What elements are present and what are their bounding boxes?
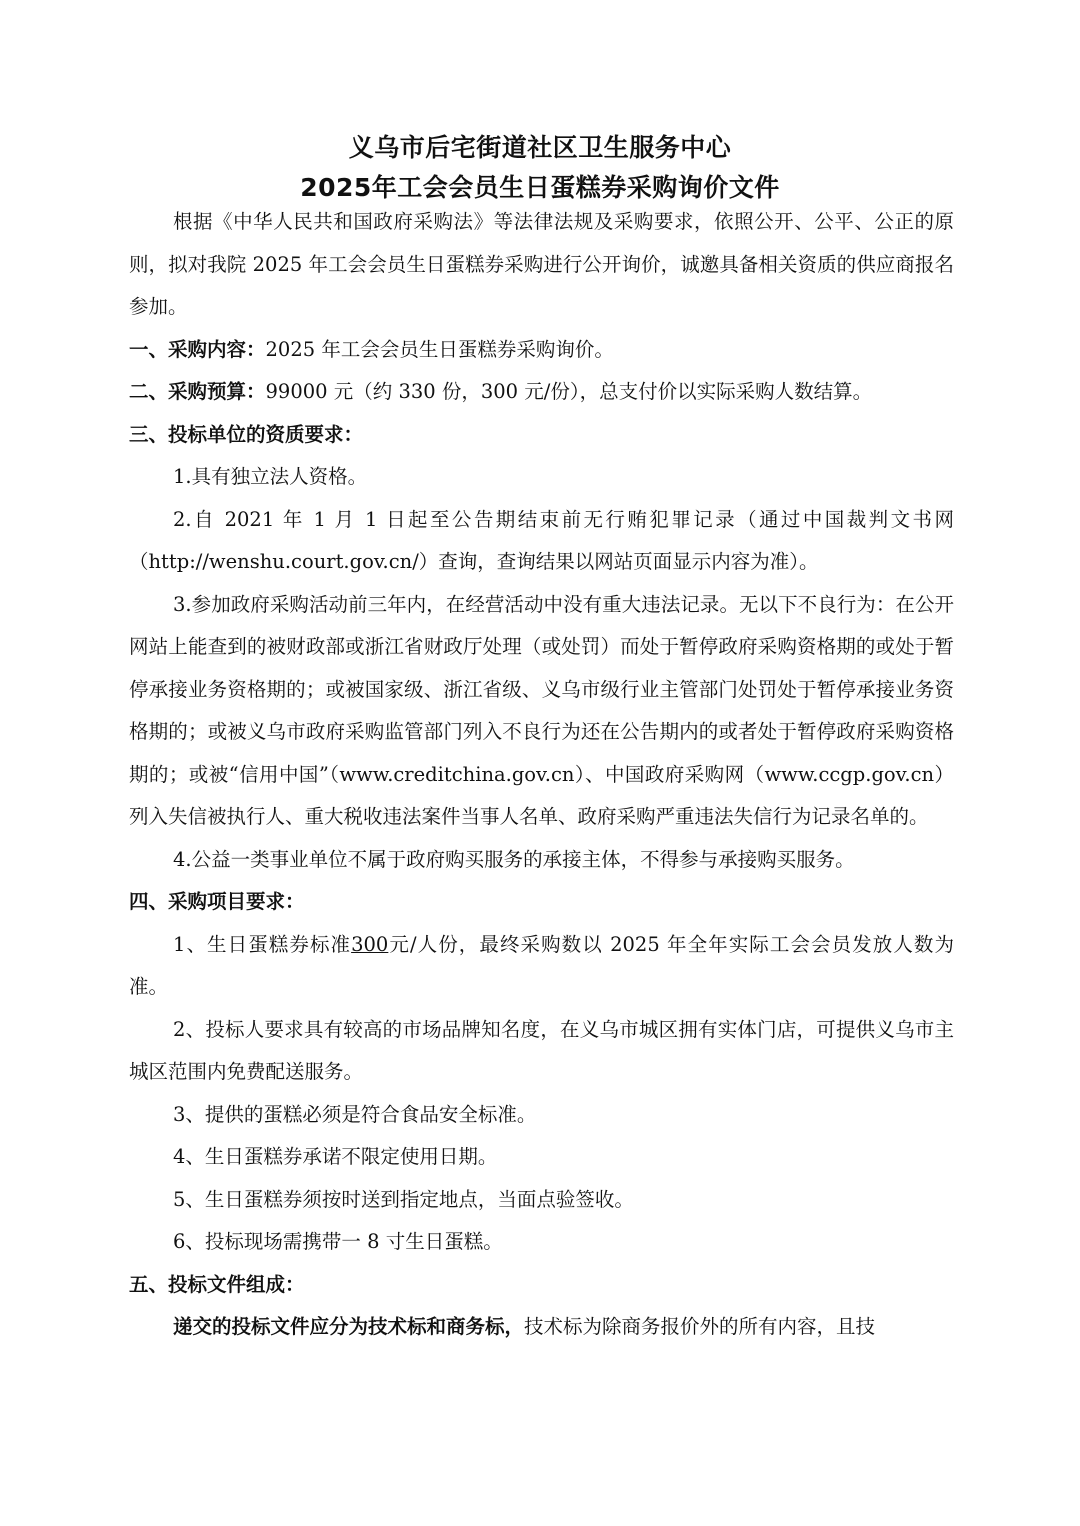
requirement-item-4: 4、生日蛋糕券承诺不限定使用日期。 (173, 1145, 498, 1168)
qualification-item-2: 2.自 2021 年 1 月 1 日起至公告期结束前无行贿犯罪记录（通过中国裁判文书网（http://wenshu.court.gov.cn/）查询，查询结果以网站页面显示内容为准）。 (129, 507, 954, 573)
price-standard-value: 300 (351, 932, 389, 956)
requirement-item-1-post: 元/人份，最终采购数以 2025 年全年实际工会会员发放人数为准。 (129, 932, 954, 998)
section-5-text: 技术标为除商务报价外的所有内容，且技 (524, 1315, 876, 1338)
title-block (0, 128, 1080, 208)
requirement-item-3: 3、提供的蛋糕必须是符合食品安全标准。 (173, 1102, 537, 1126)
requirement-item-2: 2、投标人要求具有较高的市场品牌知名度，在义乌市城区拥有实体门店，可提供义乌市主城区范围内免费配送服务。 (129, 1017, 954, 1083)
qualification-item-3: 3.参加政府采购活动前三年内，在经营活动中没有重大违法记录。无以下不良行为：在公开网站上能查到的被财政部或浙江省财政厅处理（或处罚）而处于暂停政府采购资格期的或处于暂停承接业务资格期的；或被国家级、浙江省级、义乌市级行业主管部门处罚处于暂停承接业务资格期的；或被义乌市政府采购监管部门列入不良行为还在公告期内的或者处于暂停政府采购资格期的；或被“信用中国”（www.creditchina.gov.cn）、中国政府采购网（www.ccgp.gov.cn）列入失信被执行人、重大税收违法案件当事人名单、政府采购严重违法失信行为记录名单的。 (129, 592, 954, 828)
requirement-item-1 (129, 924, 954, 1009)
section-3-heading: 三、投标单位的资质要求： (129, 422, 364, 446)
section-2 (129, 371, 954, 414)
section-5-bold-lead: 递交的投标文件应分为技术标和商务标， (173, 1315, 525, 1338)
section-5-heading: 五、投标文件组成： (129, 1272, 305, 1296)
requirement-item-6: 6、投标现场需携带一 8 寸生日蛋糕。 (173, 1230, 503, 1253)
requirement-item-5: 5、生日蛋糕券须按时送到指定地点，当面点验签收。 (173, 1187, 634, 1211)
section-5-paragraph (129, 1306, 954, 1349)
requirement-item-1-pre: 1、生日蛋糕券标准 (173, 932, 352, 956)
intro-paragraph: 根据《中华人民共和国政府采购法》等法律法规及采购要求，依照公开、公平、公正的原则，拟对我院 2025 年工会会员生日蛋糕券采购进行公开询价，诚邀具备相关资质的供应商报名参加。 (129, 210, 954, 318)
section-1-text: 2025 年工会会员生日蛋糕券采购询价。 (265, 337, 614, 361)
title-line-1: 义乌市后宅街道社区卫生服务中心 (348, 133, 732, 162)
section-2-text: 99000 元（约 330 份，300 元/份），总支付价以实际采购人数结算。 (265, 380, 873, 403)
section-2-heading: 二、采购预算： (129, 380, 266, 403)
document-body (129, 201, 954, 1349)
title-line-2: 2025年工会会员生日蛋糕券采购询价文件 (300, 173, 780, 202)
qualification-item-4: 4.公益一类事业单位不属于政府购买服务的承接主体，不得参与承接购买服务。 (173, 847, 855, 871)
section-4-heading: 四、采购项目要求： (129, 890, 305, 913)
section-1 (129, 329, 954, 372)
qualification-item-1: 1.具有独立法人资格。 (173, 465, 368, 488)
section-1-heading: 一、采购内容： (129, 337, 266, 361)
